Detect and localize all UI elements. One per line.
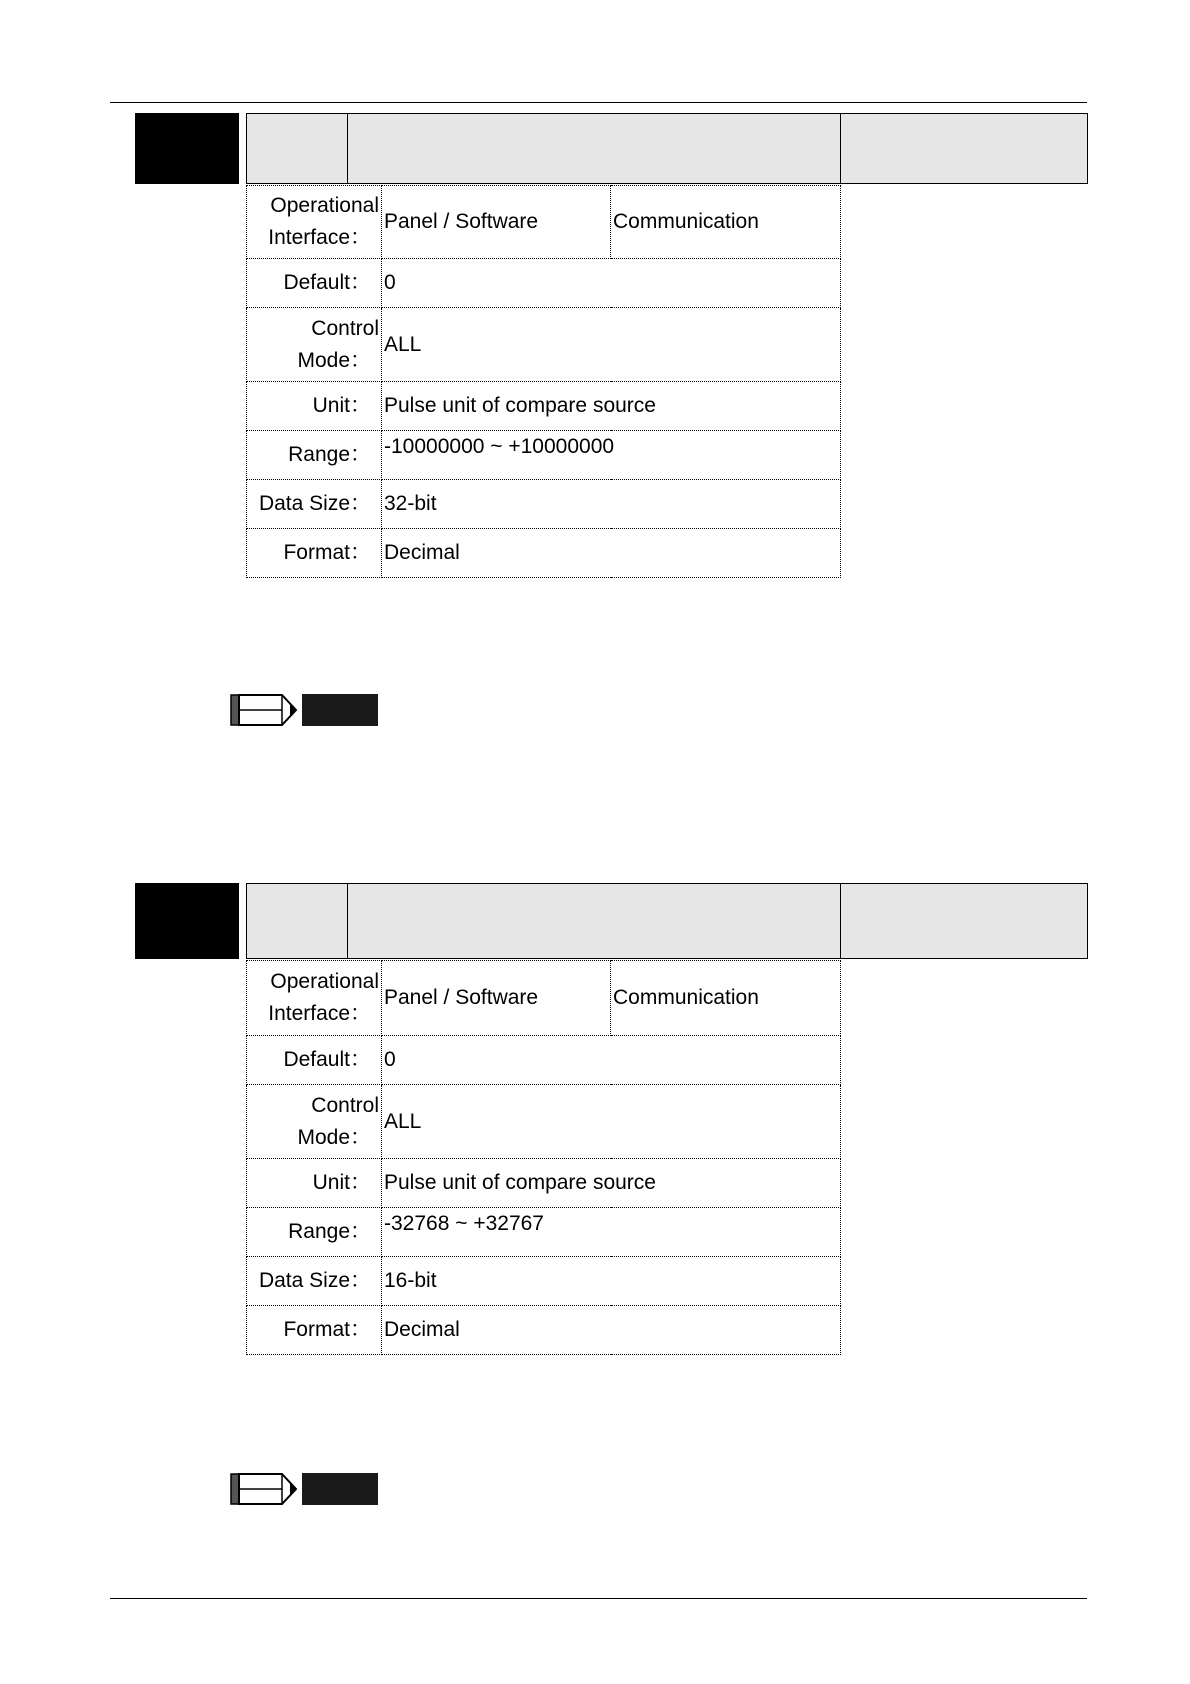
interface-panel-value: Panel / Software — [382, 186, 611, 259]
control-mode-value: ALL — [382, 308, 841, 382]
format-value: Decimal — [382, 1306, 841, 1355]
data-size-label: Data Size： — [247, 1257, 382, 1306]
interface-comm-value: Communication — [611, 961, 841, 1036]
unit-label: Unit： — [247, 382, 382, 431]
unit-value: Pulse unit of compare source — [382, 382, 841, 431]
range-value: -32768 ~ +32767 — [382, 1208, 841, 1257]
parameter-header-bar — [246, 883, 1088, 959]
footer-rule — [110, 1598, 1087, 1599]
data-size-label: Data Size： — [247, 480, 382, 529]
unit-label: Unit： — [247, 1159, 382, 1208]
data-size-value: 32-bit — [382, 480, 841, 529]
range-label: Range： — [247, 431, 382, 480]
default-value: 0 — [382, 1036, 841, 1085]
range-label: Range： — [247, 1208, 382, 1257]
format-label: Format： — [247, 529, 382, 578]
note-marker — [230, 1472, 380, 1506]
parameter-code-tag — [135, 883, 239, 959]
parameter-header-bar — [246, 113, 1088, 184]
data-size-value: 16-bit — [382, 1257, 841, 1306]
note-marker — [230, 693, 380, 727]
interface-label: Operational Interface： — [247, 186, 382, 259]
default-label: Default： — [247, 1036, 382, 1085]
parameter-code-tag — [135, 113, 239, 184]
note-label-box — [302, 1473, 378, 1505]
control-mode-value: ALL — [382, 1085, 841, 1159]
parameter-attributes-table — [246, 960, 841, 1355]
note-label-box — [302, 694, 378, 726]
default-label: Default： — [247, 259, 382, 308]
unit-value: Pulse unit of compare source — [382, 1159, 841, 1208]
default-value: 0 — [382, 259, 841, 308]
control-mode-label: Control Mode： — [247, 308, 382, 382]
pencil-note-icon — [230, 1472, 300, 1506]
interface-label: Operational Interface： — [247, 961, 382, 1036]
format-value: Decimal — [382, 529, 841, 578]
parameter-attributes-table — [246, 185, 841, 578]
interface-comm-value: Communication — [611, 186, 841, 259]
interface-panel-value: Panel / Software — [382, 961, 611, 1036]
control-mode-label: Control Mode： — [247, 1085, 382, 1159]
range-value: -10000000 ~ +10000000 — [382, 431, 841, 480]
pencil-note-icon — [230, 693, 300, 727]
format-label: Format： — [247, 1306, 382, 1355]
header-rule — [110, 102, 1087, 103]
